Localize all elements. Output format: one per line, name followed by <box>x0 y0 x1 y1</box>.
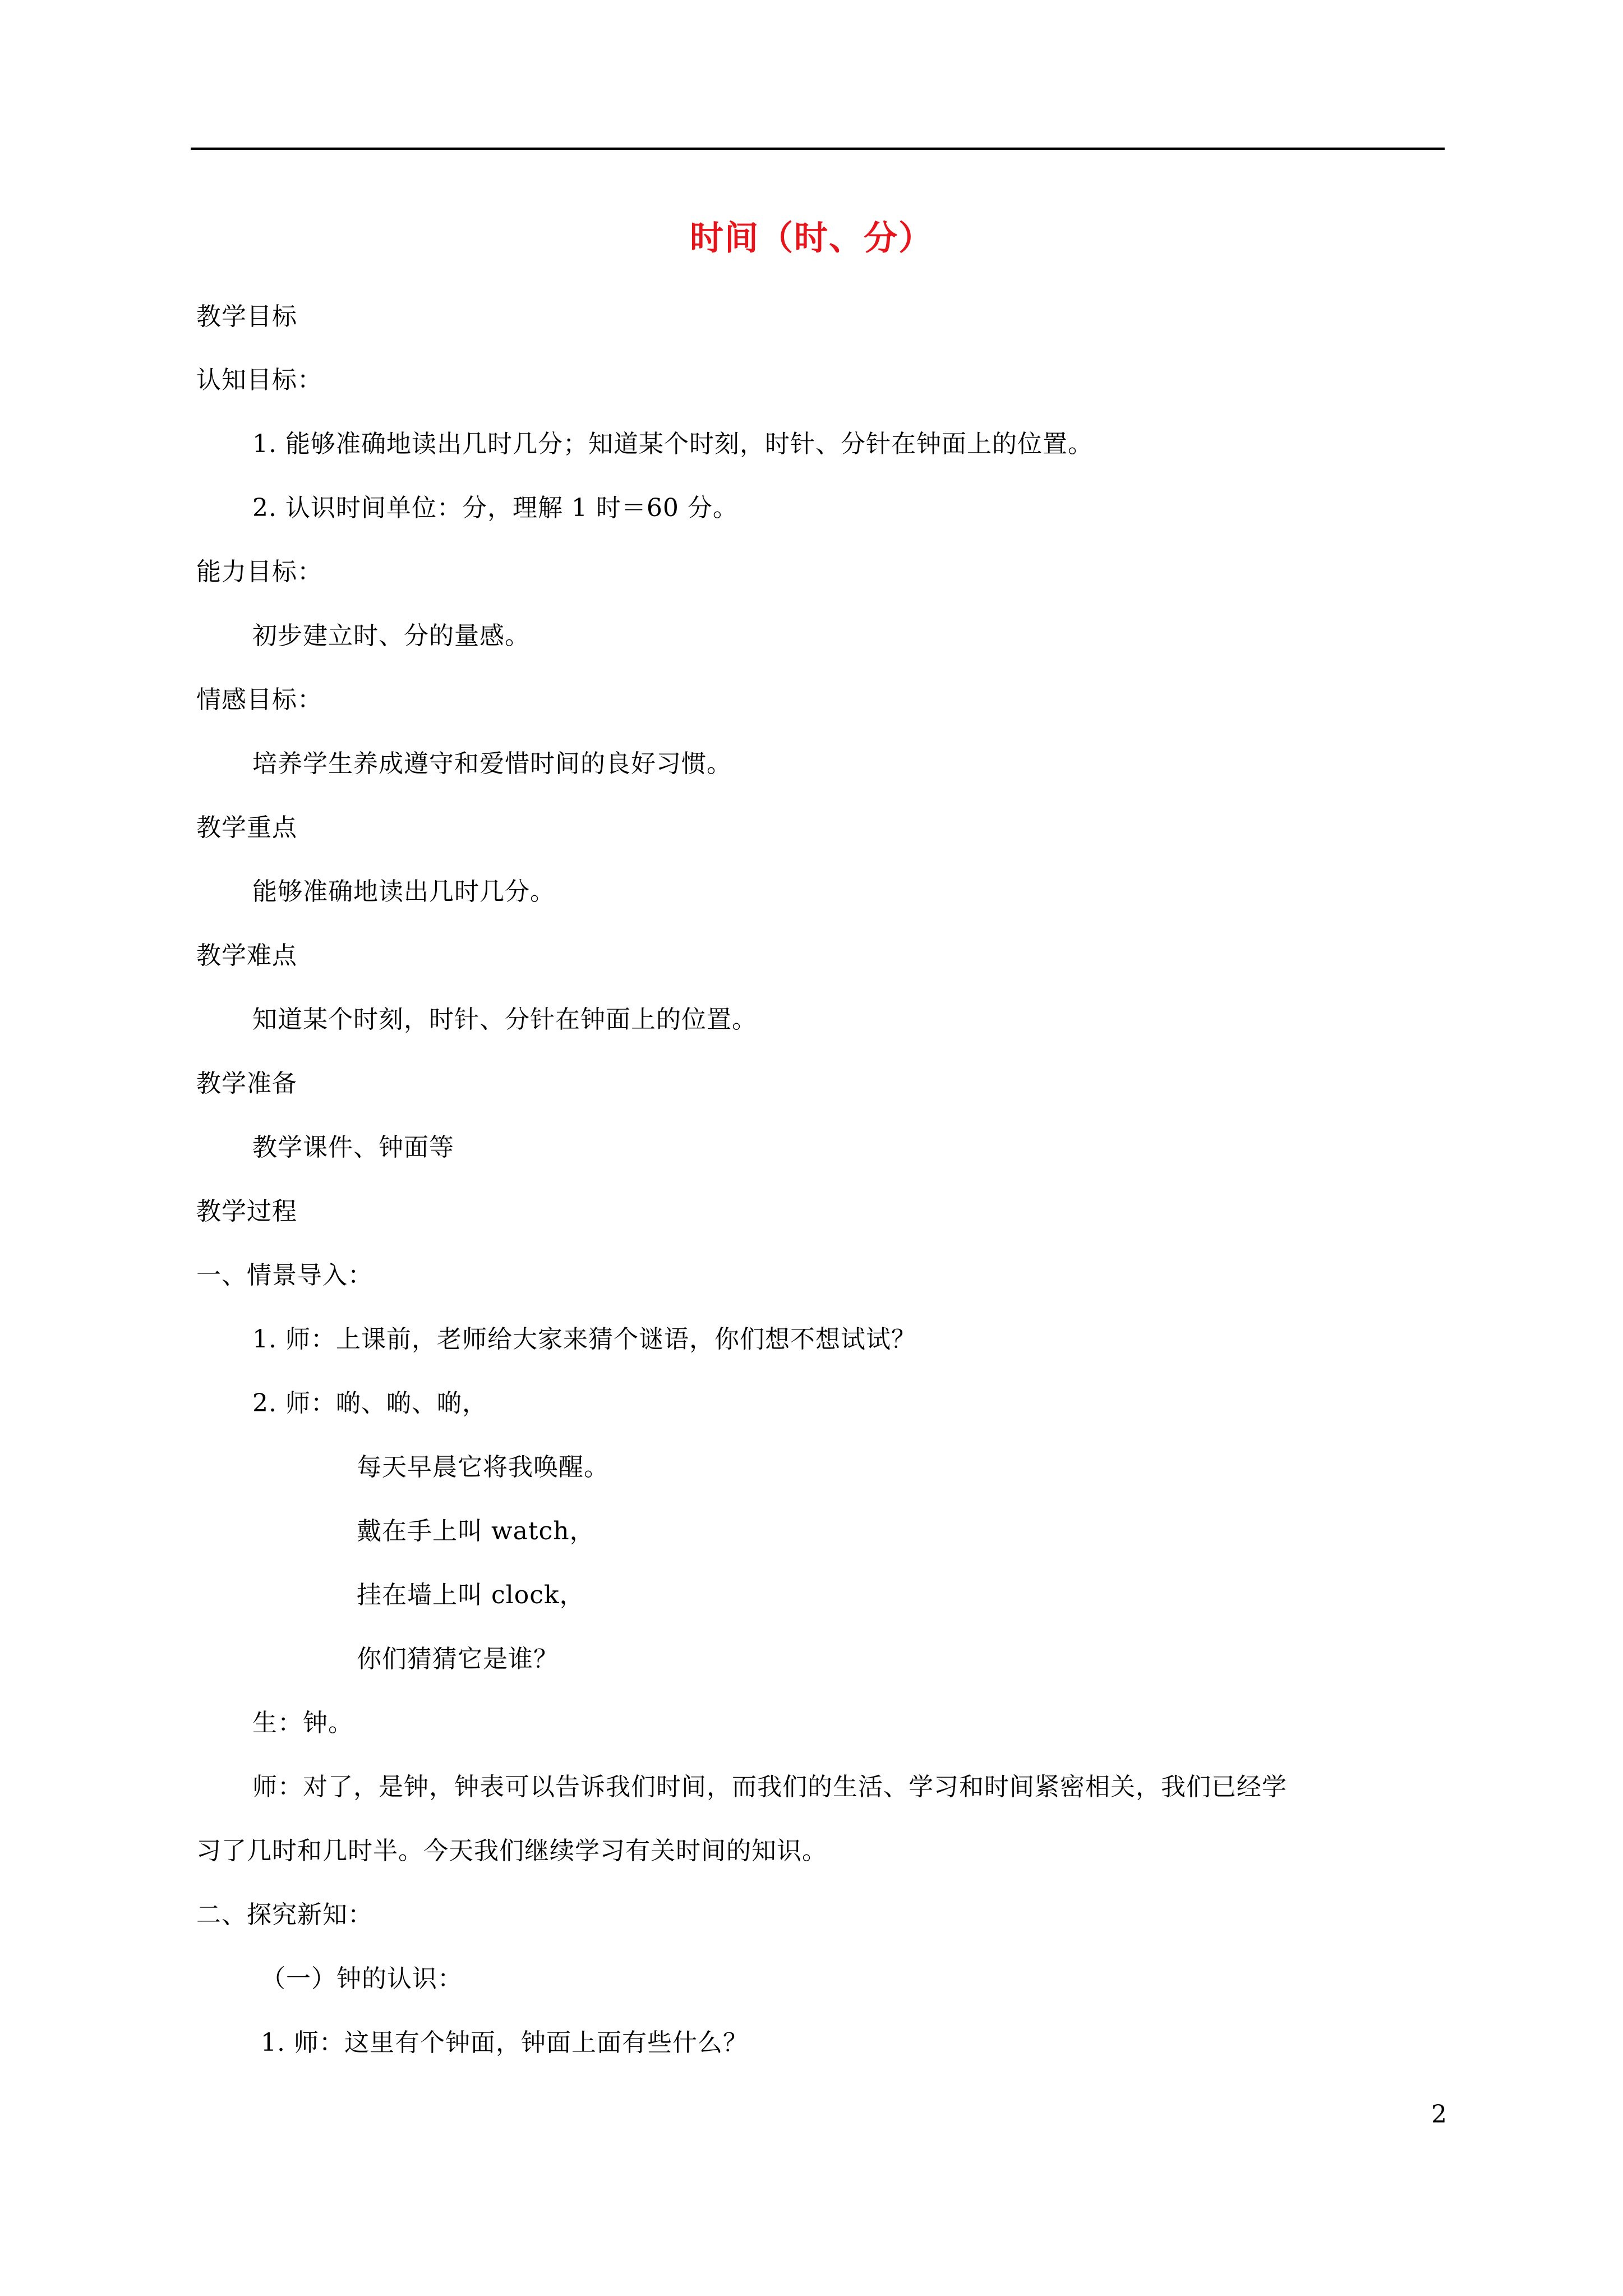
riddle-line-3: 挂在墙上叫 clock， <box>357 1581 585 1609</box>
heading-teaching-objectives: 教学目标 <box>196 302 297 331</box>
heading-difficult-points: 教学难点 <box>196 941 297 970</box>
key-points-text: 能够准确地读出几时几分。 <box>252 877 555 906</box>
cognitive-objective-2: 2. 认识时间单位：分，理解 1 时＝60 分。 <box>252 494 738 522</box>
difficult-points-text: 知道某个时刻，时针、分针在钟面上的位置。 <box>252 1005 757 1034</box>
teacher-response-line-2: 习了几时和几时半。今天我们继续学习有关时间的知识。 <box>196 1837 827 1865</box>
cognitive-objective-1: 1. 能够准确地读出几时几分；知道某个时刻，时针、分针在钟面上的位置。 <box>252 430 1093 458</box>
section-2-heading: 二、探究新知： <box>196 1901 373 1929</box>
ability-objective-text: 初步建立时、分的量感。 <box>252 622 530 650</box>
heading-key-points: 教学重点 <box>196 813 297 842</box>
page-number: 2 <box>1431 2100 1447 2129</box>
teacher-response-line-1: 师：对了，是钟，钟表可以告诉我们时间，而我们的生活、学习和时间紧密相关，我们已经学 <box>252 1773 1287 1801</box>
heading-preparation: 教学准备 <box>196 1069 297 1098</box>
subsection-clock-recognition: （一）钟的认识： <box>261 1964 463 1993</box>
preparation-text: 教学课件、钟面等 <box>252 1133 454 1162</box>
header-rule <box>191 148 1445 150</box>
subheading-emotional-objectives: 情感目标： <box>196 685 322 714</box>
section-1-heading: 一、情景导入： <box>196 1261 373 1290</box>
subheading-cognitive-objectives: 认知目标： <box>196 366 322 394</box>
subsection-item-1: 1. 师：这里有个钟面，钟面上面有些什么？ <box>261 2028 748 2057</box>
section-1-item-1: 1. 师：上课前，老师给大家来猜个谜语，你们想不想试试？ <box>252 1325 916 1354</box>
document-title: 时间（时、分） <box>690 219 933 258</box>
heading-teaching-process: 教学过程 <box>196 1197 297 1226</box>
riddle-line-1: 每天早晨它将我唤醒。 <box>357 1453 609 1481</box>
subheading-ability-objectives: 能力目标： <box>196 558 322 586</box>
riddle-line-4: 你们猜猜它是谁？ <box>357 1645 559 1673</box>
student-answer: 生：钟。 <box>252 1709 353 1737</box>
section-1-item-2: 2. 师：啲、啲、啲， <box>252 1389 487 1418</box>
riddle-line-2: 戴在手上叫 watch， <box>357 1517 595 1545</box>
emotional-objective-text: 培养学生养成遵守和爱惜时间的良好习惯。 <box>252 749 732 778</box>
